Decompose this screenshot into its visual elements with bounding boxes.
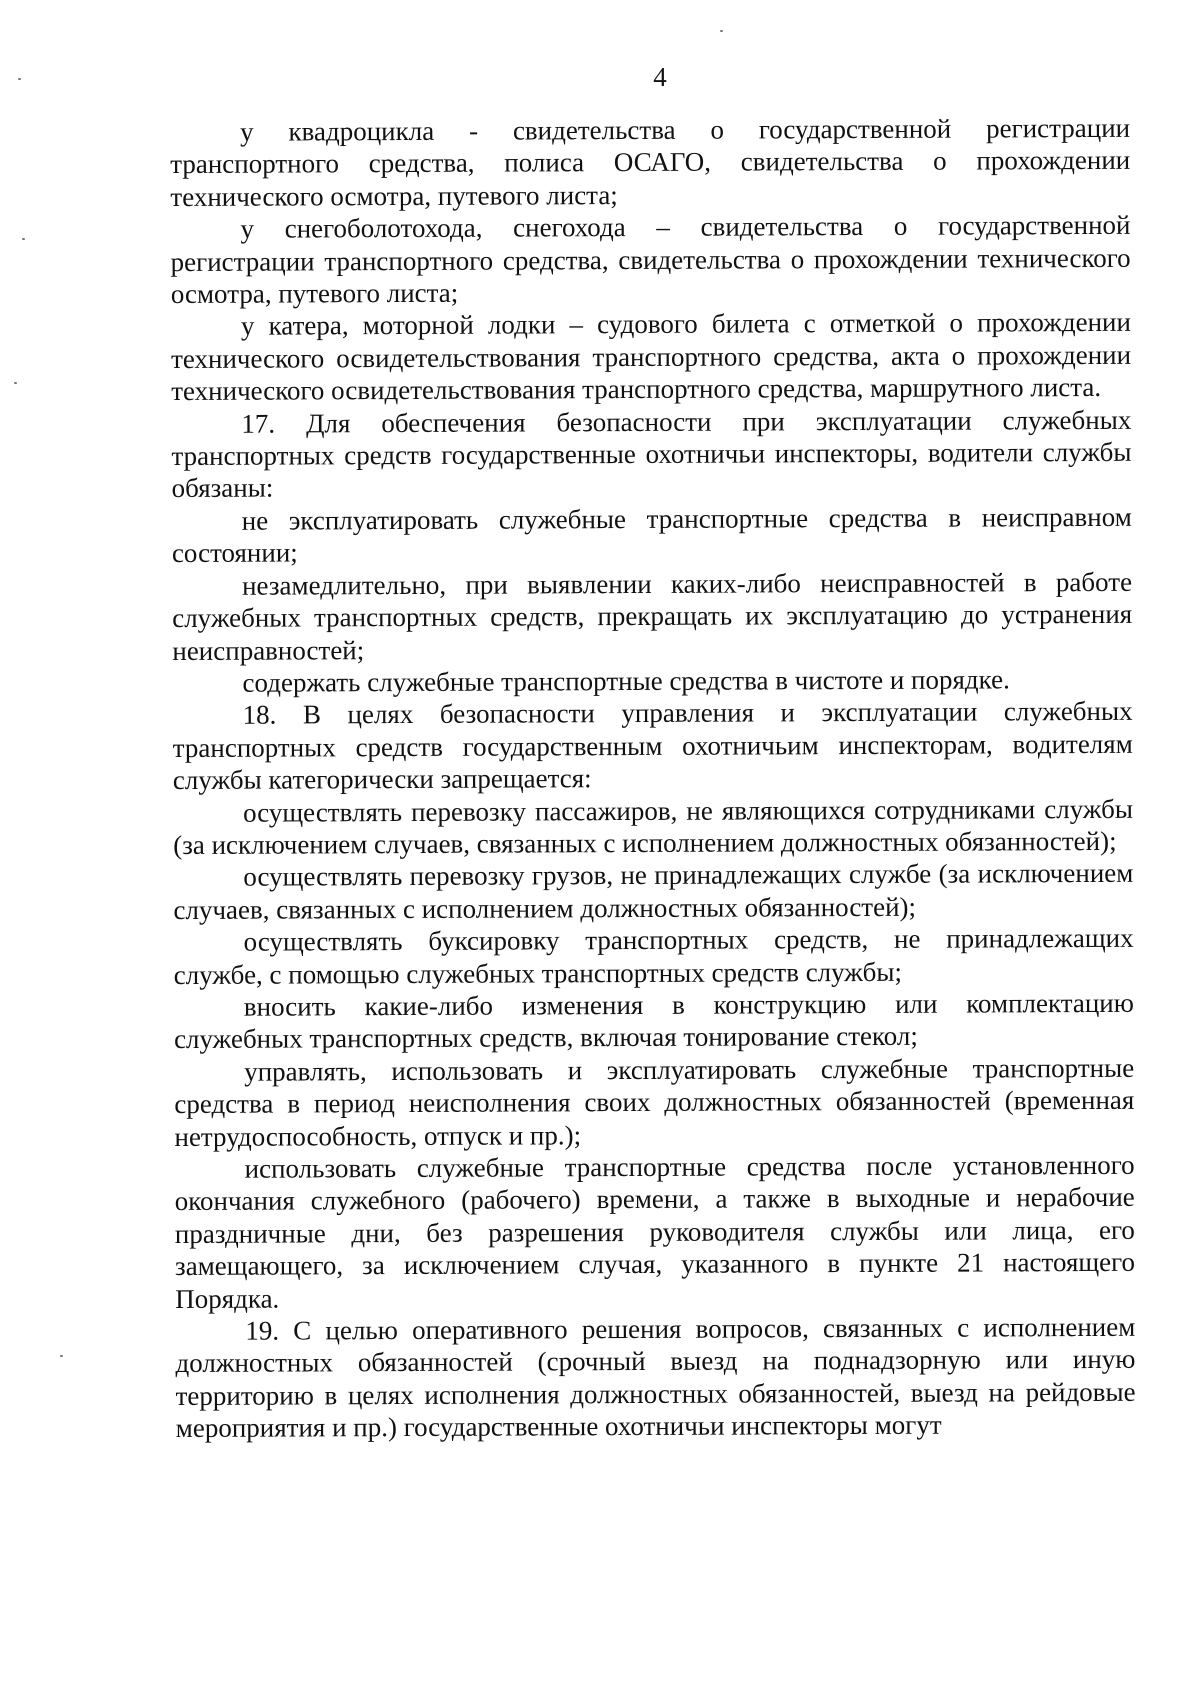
paragraph-quad-bike-documents: у квадроцикла - свидетельства о государственной регистрации транспортного средства, полиса ОСАГО, свидетельства о прохождении технического осмотра, путевого листа; (170, 112, 1131, 212)
scan-speck (18, 78, 21, 80)
scan-speck (720, 30, 723, 32)
paragraph-item-17-rule-3: содержать служебные транспортные средства в чистоте и порядке. (242, 664, 1010, 698)
scan-speck (22, 238, 25, 240)
paragraph-item-18-rule-5: управлять, использовать и эксплуатировать служебные транспортные средства в период неисполнения своих должностных обязанностей (временная нетрудоспособность, отпуск и пр.); (174, 1052, 1135, 1152)
paragraph-item-18-rule-6: использовать служебные транспортные средства после установленного окончания служебного (рабочего) времени, а также в выходные и нерабочие праздничные дни, без разрешения руководителя службы или лица, его замещающего, за исключением случая, указанного в пункте 21 настоящего Порядка. (174, 1149, 1136, 1314)
paragraph-boat-documents: у катера, моторной лодки – судового билета с отметкой о прохождении технического освидетельствования транспортного средства, акта о прохождении технического освидетельствования транспортного средства, маршрутного листа. (170, 307, 1132, 407)
paragraph-item-17: 17. Для обеспечения безопасности при эксплуатации служебных транспортных средств государственные охотничьи инспекторы, водители службы обязаны: (171, 404, 1132, 504)
scan-speck (60, 1355, 63, 1357)
paragraph-item-18: 18. В целях безопасности управления и эксплуатации служебных транспортных средств государственным охотничьим инспекторам, водителям службы категорически запрещается: (172, 696, 1133, 796)
paragraph-snowmobile-documents: у снегоболотохода, снегохода – свидетельства о государственной регистрации транспортного средства, свидетельства о прохождении технического осмотра, путевого листа; (170, 210, 1131, 310)
paragraph-item-18-rule-2: осуществлять перевозку грузов, не принадлежащих службе (за исключением случаев, связанных с исполнением должностных обязанностей); (173, 858, 1134, 925)
paragraph-item-18-rule-3: осуществлять буксировку транспортных средств, не принадлежащих службе, с помощью служебных транспортных средств службы; (173, 922, 1134, 990)
paragraph-item-18-rule-1: осуществлять перевозку пассажиров, не являющихся сотрудниками службы (за исключением случаев, связанных с исполнением должностных обязанностей); (173, 793, 1134, 860)
scan-speck (14, 382, 17, 384)
paragraph-item-19: 19. С целью оперативного решения вопросов, связанных с исполнением должностных обязанностей (срочный выезд на поднадзорную или иную территорию в целях исполнения должностных обязанностей, выезд на рейдовые мероприятия и пр.) государственные охотничьи инспекторы могут (175, 1311, 1136, 1444)
page-number: 4 (653, 62, 667, 92)
document-body (170, 112, 1136, 1445)
paragraph-item-18-rule-4: вносить какие-либо изменения в конструкцию или комплектацию служебных транспортных средств, включая тонирование стекол; (173, 987, 1134, 1055)
paragraph-item-17-rule-2: незамедлительно, при выявлении каких-либо неисправностей в работе служебных транспортных средств, прекращать их эксплуатацию до устранения неисправностей; (172, 566, 1133, 666)
paragraph-item-17-rule-1: не эксплуатировать служебные транспортные средства в неисправном состоянии; (171, 501, 1132, 569)
